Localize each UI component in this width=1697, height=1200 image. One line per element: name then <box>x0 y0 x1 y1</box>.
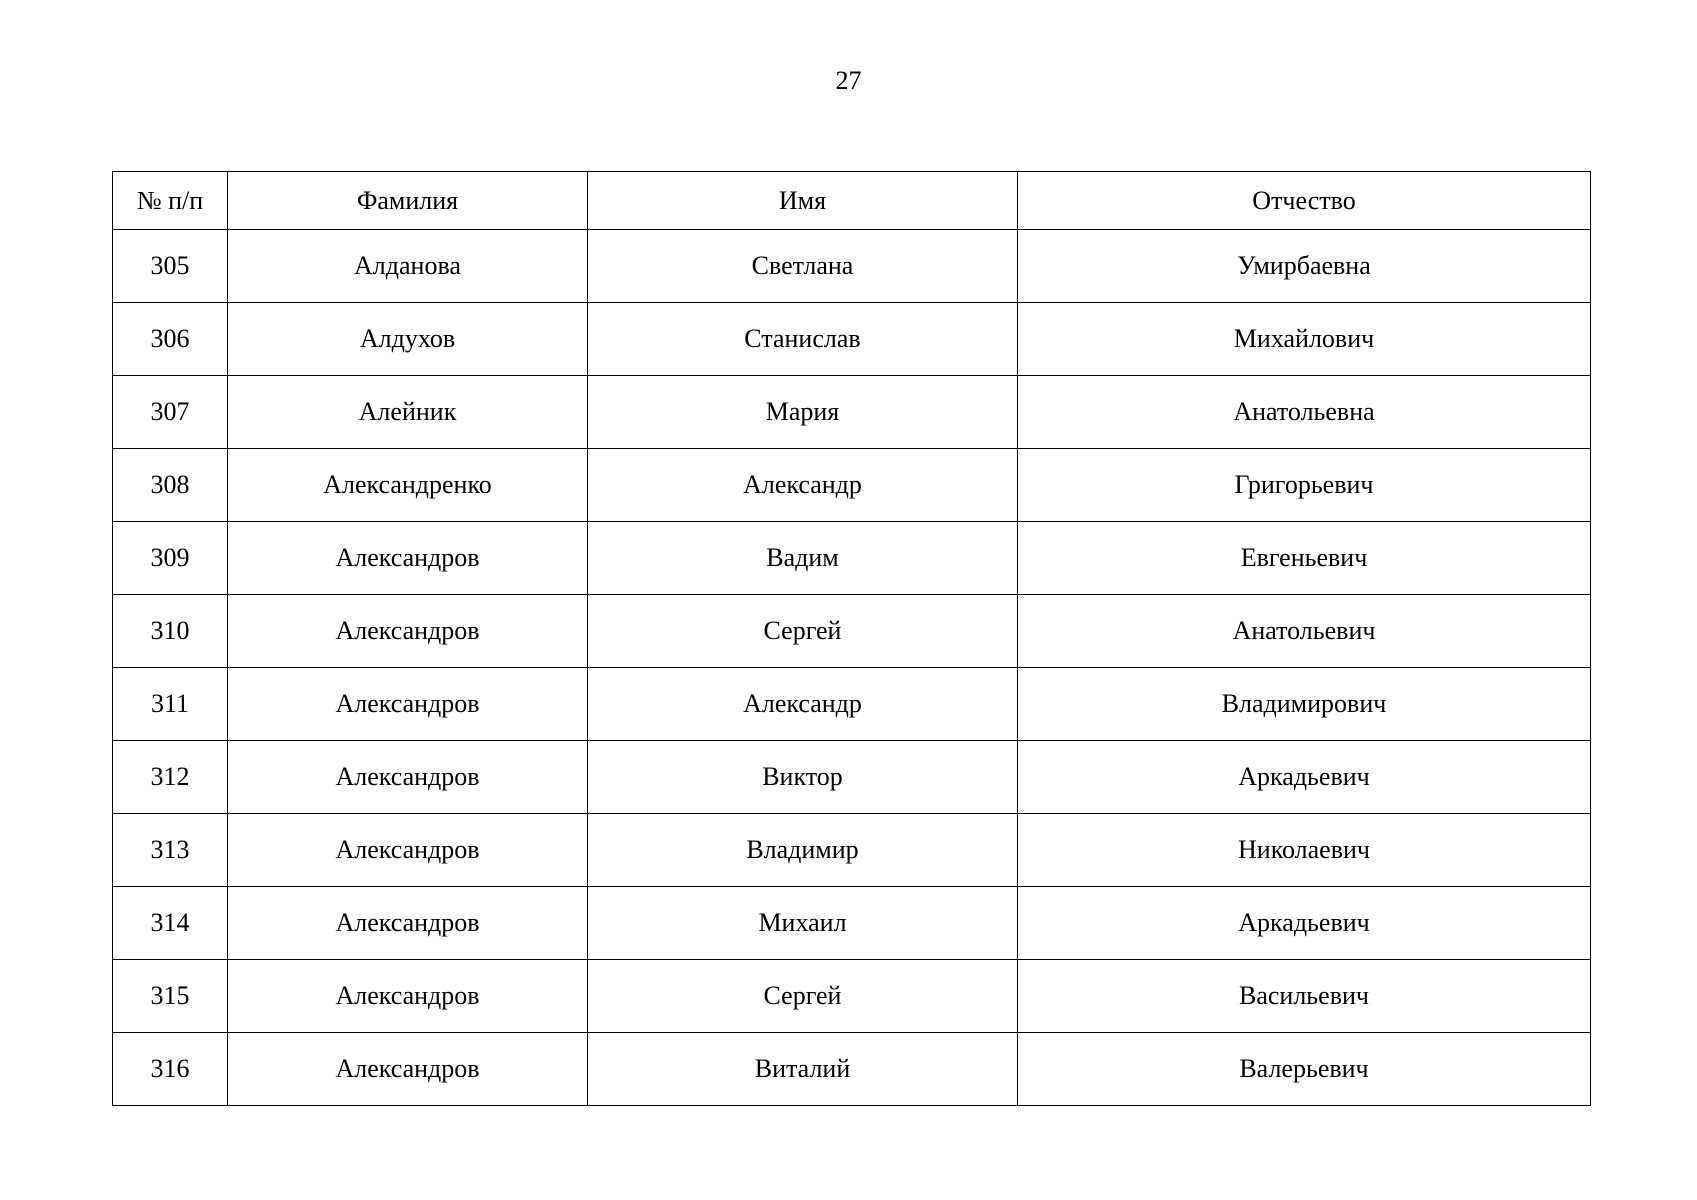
cell-surname: Александров <box>228 814 588 887</box>
header-row <box>113 172 1591 230</box>
table-row <box>113 449 1591 522</box>
cell-patronymic: Евгеньевич <box>1018 522 1591 595</box>
cell-name: Михаил <box>588 887 1018 960</box>
cell-surname: Александров <box>228 595 588 668</box>
cell-num: 308 <box>113 449 228 522</box>
table-body <box>113 230 1591 1106</box>
table-row <box>113 595 1591 668</box>
table-header <box>113 172 1591 230</box>
cell-name: Виталий <box>588 1033 1018 1106</box>
table-row <box>113 230 1591 303</box>
header-surname: Фамилия <box>228 172 588 230</box>
cell-patronymic: Аркадьевич <box>1018 887 1591 960</box>
table-row <box>113 303 1591 376</box>
cell-surname: Александров <box>228 668 588 741</box>
cell-patronymic: Григорьевич <box>1018 449 1591 522</box>
cell-num: 306 <box>113 303 228 376</box>
page-number: 27 <box>835 66 862 95</box>
cell-name: Сергей <box>588 960 1018 1033</box>
table-row <box>113 887 1591 960</box>
cell-surname: Александренко <box>228 449 588 522</box>
cell-name: Светлана <box>588 230 1018 303</box>
cell-num: 310 <box>113 595 228 668</box>
cell-surname: Алейник <box>228 376 588 449</box>
cell-name: Александр <box>588 668 1018 741</box>
cell-surname: Алдухов <box>228 303 588 376</box>
cell-surname: Алданова <box>228 230 588 303</box>
cell-num: 315 <box>113 960 228 1033</box>
cell-num: 313 <box>113 814 228 887</box>
table-row <box>113 960 1591 1033</box>
cell-patronymic: Николаевич <box>1018 814 1591 887</box>
cell-name: Мария <box>588 376 1018 449</box>
cell-patronymic: Анатольевна <box>1018 376 1591 449</box>
cell-patronymic: Валерьевич <box>1018 1033 1591 1106</box>
table-row <box>113 1033 1591 1106</box>
cell-name: Владимир <box>588 814 1018 887</box>
cell-num: 316 <box>113 1033 228 1106</box>
cell-name: Станислав <box>588 303 1018 376</box>
header-name: Имя <box>588 172 1018 230</box>
table-row <box>113 376 1591 449</box>
cell-name: Виктор <box>588 741 1018 814</box>
cell-surname: Александров <box>228 522 588 595</box>
table-row <box>113 814 1591 887</box>
roster-table <box>112 171 1591 1106</box>
cell-patronymic: Васильевич <box>1018 960 1591 1033</box>
cell-patronymic: Умирбаевна <box>1018 230 1591 303</box>
cell-num: 309 <box>113 522 228 595</box>
cell-patronymic: Михайлович <box>1018 303 1591 376</box>
cell-surname: Александров <box>228 741 588 814</box>
cell-name: Александр <box>588 449 1018 522</box>
table-row <box>113 668 1591 741</box>
cell-num: 314 <box>113 887 228 960</box>
cell-patronymic: Владимирович <box>1018 668 1591 741</box>
table-row <box>113 741 1591 814</box>
cell-num: 305 <box>113 230 228 303</box>
cell-num: 312 <box>113 741 228 814</box>
cell-name: Вадим <box>588 522 1018 595</box>
cell-patronymic: Аркадьевич <box>1018 741 1591 814</box>
cell-num: 307 <box>113 376 228 449</box>
header-num: № п/п <box>113 172 228 230</box>
cell-name: Сергей <box>588 595 1018 668</box>
table-row <box>113 522 1591 595</box>
cell-surname: Александров <box>228 1033 588 1106</box>
cell-surname: Александров <box>228 960 588 1033</box>
cell-num: 311 <box>113 668 228 741</box>
cell-surname: Александров <box>228 887 588 960</box>
header-patronymic: Отчество <box>1018 172 1591 230</box>
cell-patronymic: Анатольевич <box>1018 595 1591 668</box>
